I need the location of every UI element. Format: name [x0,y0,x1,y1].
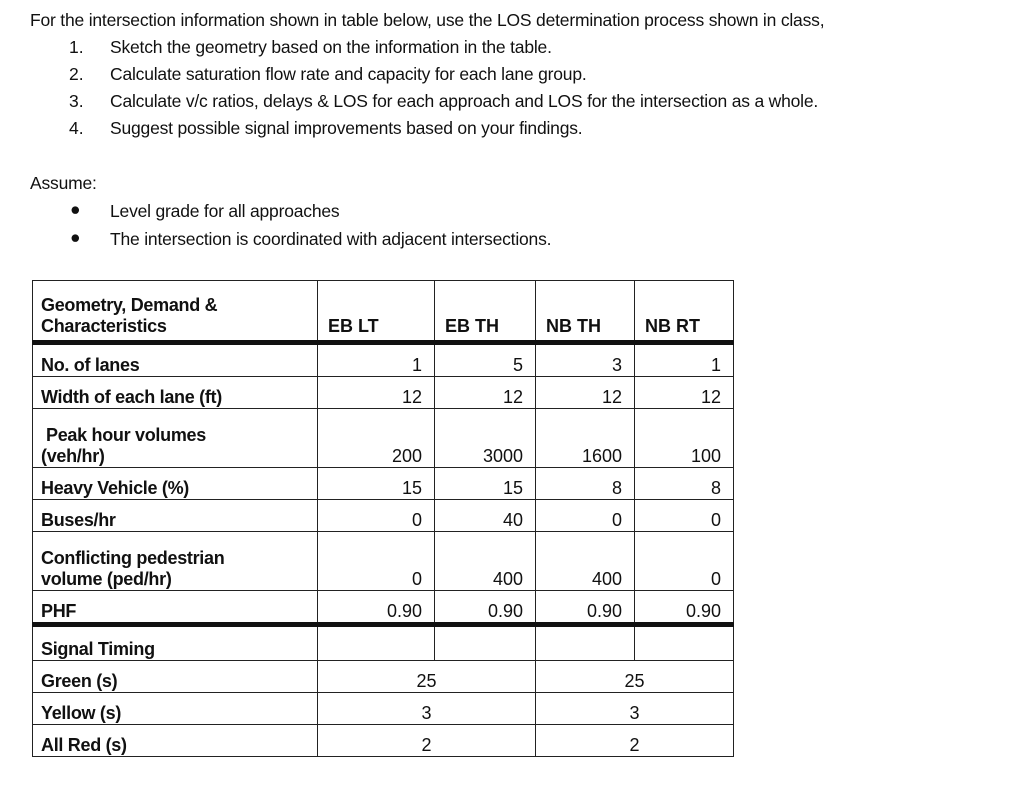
cell: 25 [536,661,734,693]
cell: 3000 [435,409,536,468]
cell: 15 [435,468,536,500]
bullet-icon: ● [70,227,81,247]
row-label: No. of lanes [33,343,318,377]
col-header: EB TH [435,281,536,343]
cell: 0 [318,532,435,591]
header-label: Geometry, Demand & Characteristics [33,281,318,343]
cell: 15 [318,468,435,500]
cell: 100 [635,409,734,468]
step-text: Calculate saturation flow rate and capacity for each lane group. [110,64,587,84]
cell [635,625,734,661]
table-row [33,468,734,500]
signal-timing-row [33,625,734,661]
cell: 3 [536,693,734,725]
step-text: Sketch the geometry based on the information in the table. [110,37,552,57]
cell: 0 [318,500,435,532]
row-label: Yellow (s) [33,693,318,725]
step-text: Suggest possible signal improvements based on your findings. [110,118,583,138]
cell: 0 [635,532,734,591]
cell: 1 [635,343,734,377]
assumption-item: The intersection is coordinated with adjacent intersections. [110,229,552,249]
assumption-item: Level grade for all approaches [110,201,340,221]
cell: 1 [318,343,435,377]
cell: 0 [635,500,734,532]
cell: 12 [635,377,734,409]
cell: 3 [318,693,536,725]
row-label: Heavy Vehicle (%) [33,468,318,500]
cell [318,625,435,661]
step-number: 3. [69,91,84,111]
intersection-table [32,280,734,757]
table-header-row [33,281,734,343]
row-label: Green (s) [33,661,318,693]
step-text: Calculate v/c ratios, delays & LOS for each approach and LOS for the intersection as a whole. [110,91,819,111]
cell: 25 [318,661,536,693]
assume-label: Assume: [30,173,97,193]
cell [435,625,536,661]
cell: 2 [536,725,734,757]
cell: 12 [318,377,435,409]
col-header: EB LT [318,281,435,343]
col-header: NB RT [635,281,734,343]
row-label: PHF [33,591,318,625]
cell: 8 [635,468,734,500]
table-row [33,661,734,693]
row-label: All Red (s) [33,725,318,757]
step-number: 1. [69,37,84,57]
bullet-icon: ● [70,199,81,219]
cell: 400 [536,532,635,591]
row-label: Signal Timing [33,625,318,661]
cell: 40 [435,500,536,532]
cell: 8 [536,468,635,500]
table-row [33,532,734,591]
table-row [33,693,734,725]
cell: 3 [536,343,635,377]
table-row [33,725,734,757]
table-row [33,343,734,377]
step-number: 2. [69,64,84,84]
row-label: Width of each lane (ft) [33,377,318,409]
cell: 0.90 [318,591,435,625]
cell: 12 [536,377,635,409]
cell: 0.90 [536,591,635,625]
intro-text: For the intersection information shown in table below, use the LOS determination process shown in class, [30,10,825,30]
cell: 5 [435,343,536,377]
step-number: 4. [69,118,84,138]
table-row [33,409,734,468]
cell: 0 [536,500,635,532]
cell [536,625,635,661]
col-header: NB TH [536,281,635,343]
row-label: Conflicting pedestrian volume (ped/hr) [33,532,318,591]
cell: 1600 [536,409,635,468]
cell: 400 [435,532,536,591]
cell: 12 [435,377,536,409]
cell: 0.90 [435,591,536,625]
row-label: Peak hour volumes (veh/hr) [33,409,318,468]
table-row [33,500,734,532]
table-row [33,591,734,625]
table-row [33,377,734,409]
row-label: Buses/hr [33,500,318,532]
cell: 200 [318,409,435,468]
cell: 2 [318,725,536,757]
cell: 0.90 [635,591,734,625]
